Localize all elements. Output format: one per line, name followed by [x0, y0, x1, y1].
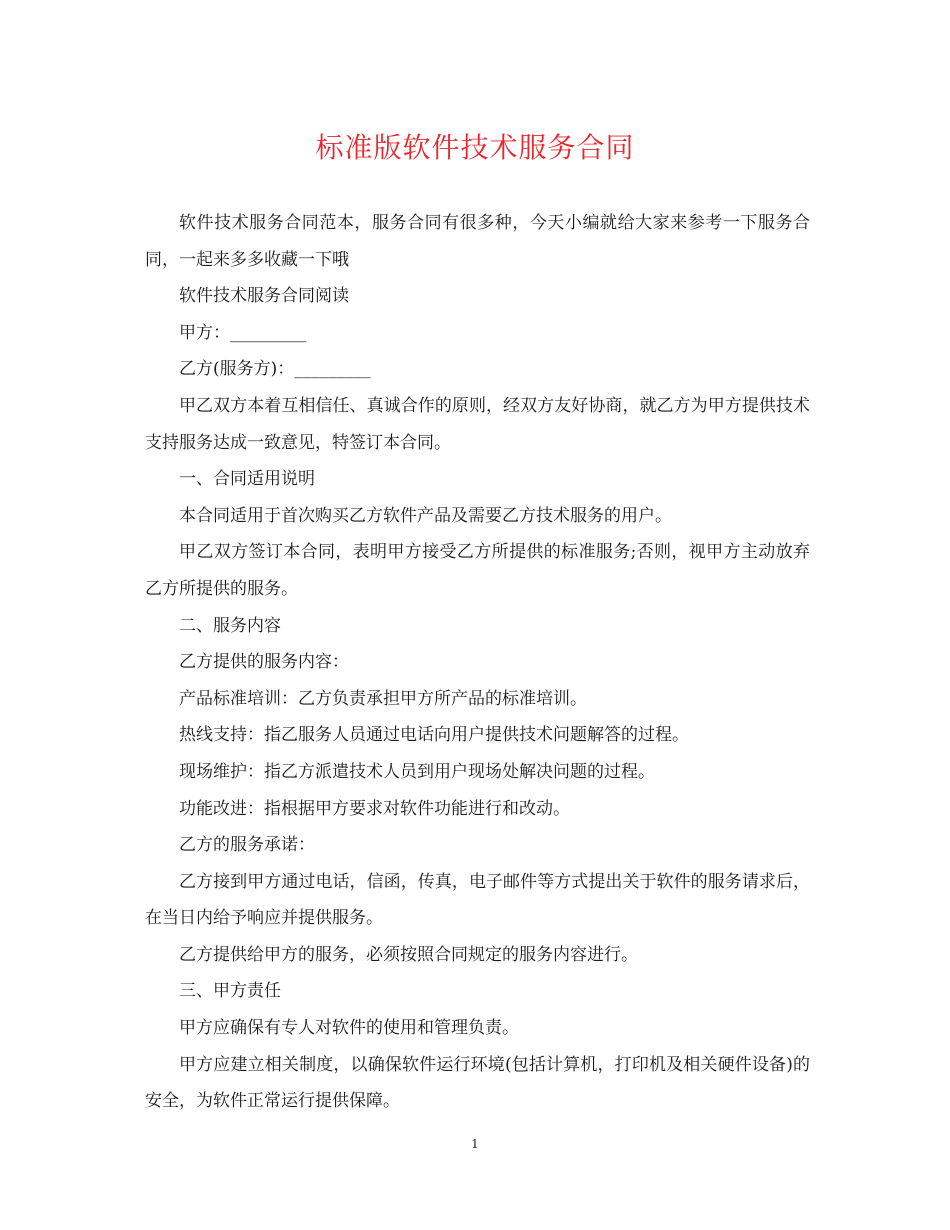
- page-number: 1: [471, 1137, 479, 1151]
- paragraph-commitment: 乙方的服务承诺：: [179, 835, 315, 856]
- document-body: [145, 205, 810, 1120]
- section-heading-2: 二、服务内容: [179, 615, 281, 636]
- document-title: 标准版软件技术服务合同: [315, 131, 635, 164]
- paragraph-service-content: 乙方提供的服务内容：: [179, 652, 349, 673]
- paragraph-response: 乙方接到甲方通过电话，信函，传真，电子邮件等方式提出关于软件的服务请求后，在当日内给予响应并提供服务。: [145, 871, 810, 929]
- paragraph-intro: 软件技术服务合同范本，服务合同有很多种，今天小编就给大家来参考一下服务合同，一起来多多收藏一下哦: [145, 213, 810, 270]
- paragraph-dedicated-staff: 甲方应确保有专人对软件的使用和管理负责。: [179, 1018, 519, 1039]
- paragraph-improvement: 功能改进：指根据甲方要求对软件功能进行和改动。: [179, 798, 570, 819]
- paragraph-party-b: 乙方(服务方)：_________: [179, 359, 371, 380]
- section-heading-1: 一、合同适用说明: [179, 469, 315, 490]
- paragraph-preamble: 甲乙双方本着互相信任、真诚合作的原则，经双方友好协商，就乙方为甲方提供技术支持服务达成一致意见，特签订本合同。: [145, 395, 810, 453]
- paragraph-acceptance: 甲乙双方签订本合同，表明甲方接受乙方所提供的标准服务;否则，视甲方主动放弃乙方所提供的服务。: [145, 542, 810, 599]
- paragraph-party-a: 甲方：_________: [179, 322, 307, 343]
- section-heading-3: 三、甲方责任: [179, 981, 281, 1002]
- paragraph-environment: 甲方应建立相关制度，以确保软件运行环境(包括计算机，打印机及相关硬件设备)的安全，为软件正常运行提供保障。: [145, 1054, 810, 1112]
- paragraph-hotline: 热线支持：指乙服务人员通过电话向用户提供技术问题解答的过程。: [179, 725, 689, 746]
- paragraph-scope: 本合同适用于首次购买乙方软件产品及需要乙方技术服务的用户。: [179, 505, 672, 526]
- paragraph-training: 产品标准培训：乙方负责承担甲方所产品的标准培训。: [179, 688, 587, 709]
- paragraph-reading: 软件技术服务合同阅读: [179, 286, 349, 307]
- paragraph-onsite: 现场维护：指乙方派遣技术人员到用户现场处解决问题的过程。: [179, 761, 655, 782]
- paragraph-compliance: 乙方提供给甲方的服务，必须按照合同规定的服务内容进行。: [179, 944, 638, 965]
